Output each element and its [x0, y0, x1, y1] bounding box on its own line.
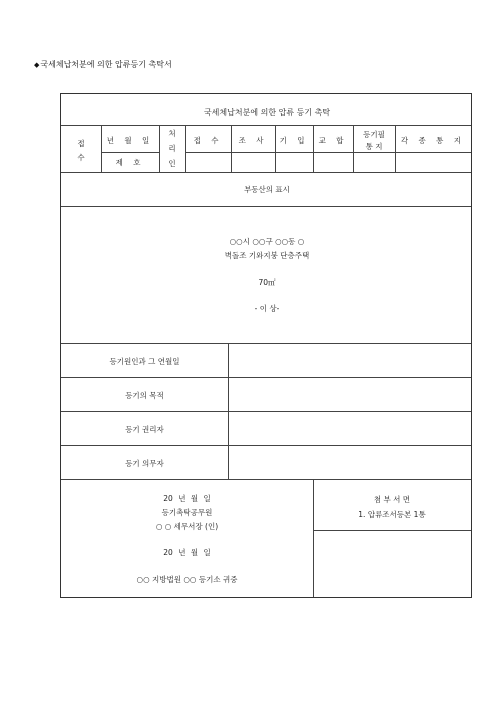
year-month-day-label: 년 월 일 [106, 136, 154, 145]
col-notice-2: 통 지 [365, 142, 383, 151]
divider [61, 377, 471, 378]
court-addressee: ○○ 지방법원 ○○ 등기소 귀중 [136, 575, 238, 584]
divider [61, 125, 471, 126]
field-right-holder: 등기 권리자 [125, 425, 164, 434]
divider [395, 125, 396, 172]
property-area: 70㎡ [258, 278, 276, 287]
heading-text: 국세체납처분에 의한 압류등기 촉탁서 [40, 60, 172, 69]
col-gyohap: 교 합 [318, 136, 348, 145]
jeopsu-char-1: 접 [77, 139, 85, 148]
divider [61, 479, 471, 480]
divider [101, 152, 159, 153]
field-purpose: 등기의 목적 [125, 391, 164, 400]
col-various-notice: 각 종 통 지 [400, 136, 466, 145]
col-jeopsu: 접 수 [193, 136, 223, 145]
divider [61, 445, 471, 446]
divider [313, 125, 314, 172]
property-structure: 벽돌조 기와지붕 단층주택 [224, 251, 310, 260]
number-label: 제 호 [115, 158, 145, 167]
col-josa: 조 사 [238, 136, 268, 145]
divider [185, 152, 471, 153]
divider [275, 125, 276, 172]
divider [61, 206, 471, 207]
diamond-bullet-icon: ◆ [34, 61, 40, 69]
date-line-2: 20 년 월 일 [163, 548, 211, 557]
divider [61, 172, 471, 173]
field-obligor: 등기 의무자 [125, 459, 164, 468]
jeopsu-char-2: 수 [77, 153, 85, 162]
handler-char-1: 처 [168, 129, 176, 138]
document-heading [34, 59, 172, 70]
handler-char-3: 인 [168, 159, 176, 168]
property-address: ○○시 ○○구 ○○동 ○ [229, 237, 305, 246]
divider [313, 530, 471, 531]
date-line-1: 20 년 월 일 [163, 494, 211, 503]
divider [61, 411, 471, 412]
official-label: 등기촉탁공무원 [161, 508, 213, 517]
handler-char-2: 리 [168, 144, 176, 153]
form-frame [60, 93, 472, 598]
col-notice-1: 등기필 [363, 130, 385, 139]
field-cause-date: 등기원인과 그 연월일 [109, 357, 180, 366]
property-header: 부동산의 표시 [244, 185, 290, 194]
col-giip: 기 입 [279, 136, 309, 145]
tax-office-head: ○ ○ 세무서장 (인) [155, 522, 219, 531]
form-title: 국세체납처분에 의한 압류 등기 촉탁 [203, 108, 331, 117]
divider [185, 125, 186, 172]
divider [61, 343, 471, 344]
attachment-item: 1. 압류조서등본 1통 [358, 510, 426, 519]
divider [231, 125, 232, 172]
attachments-title: 첨 부 서 면 [373, 495, 411, 504]
property-end-mark: - 이 상- [254, 304, 280, 313]
